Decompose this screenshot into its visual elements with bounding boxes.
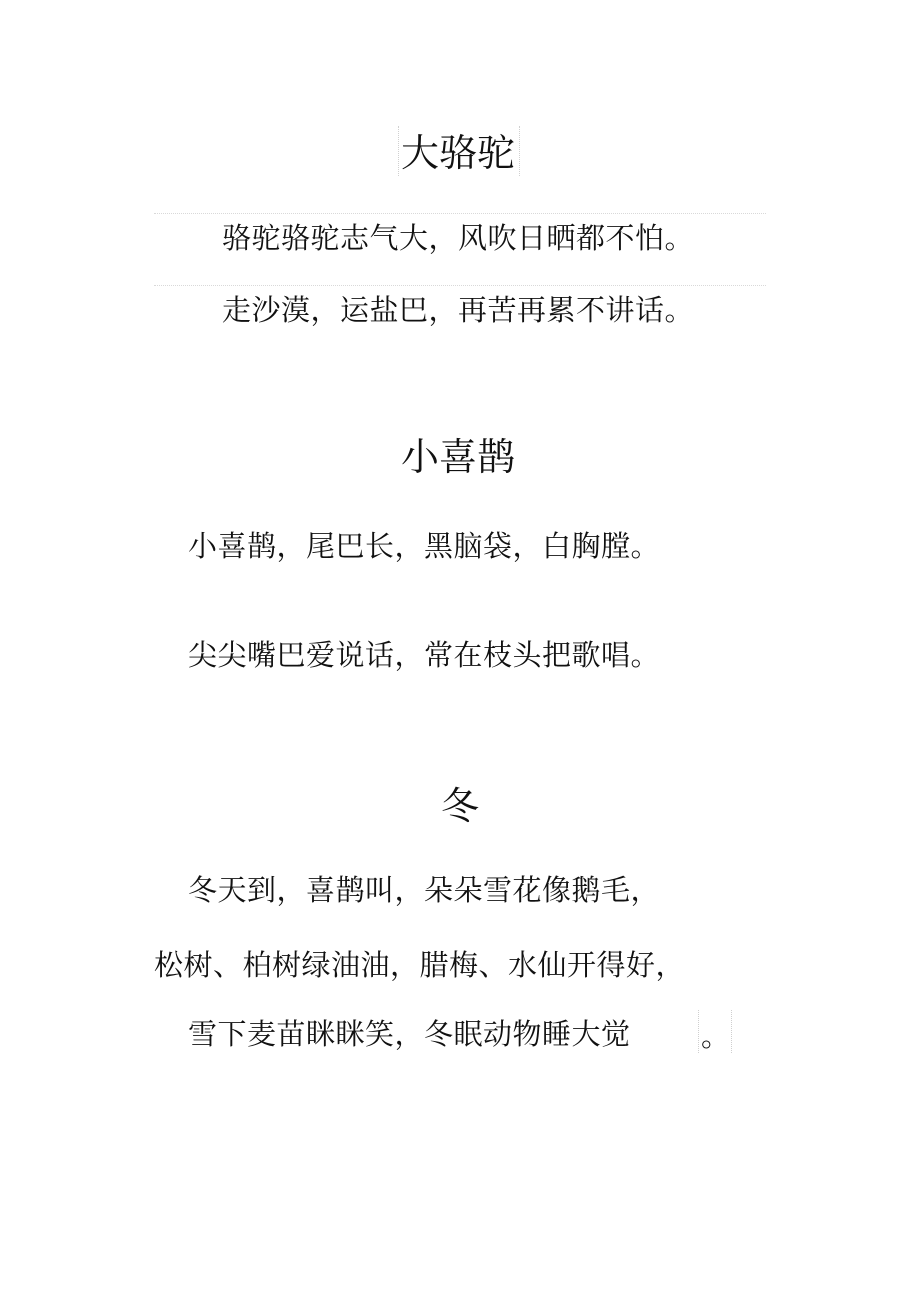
poem-line: 骆驼骆驼志气大，风吹日晒都不怕。 [222, 221, 695, 255]
poem-line: 冬天到，喜鹊叫，朵朵雪花像鹅毛， [188, 873, 661, 907]
poem-line: 松树、柏树绿油油，腊梅、水仙开得好， [154, 948, 686, 982]
guide-line [154, 285, 766, 286]
guide-line [698, 1010, 699, 1053]
poem-line: 雪下麦苗眯眯笑，冬眠动物睡大觉 [188, 1017, 631, 1051]
poem-title: 大骆驼 [401, 131, 516, 175]
poem-line: 走沙漠，运盐巴，再苦再累不讲话。 [222, 293, 695, 327]
poem-title: 冬 [441, 784, 480, 828]
poem-period: 。 [701, 1019, 731, 1053]
poem-line: 尖尖嘴巴爱说话，常在枝头把歌唱。 [188, 638, 661, 672]
guide-line [731, 1010, 732, 1053]
guide-line [154, 213, 766, 214]
poem-title: 小喜鹊 [401, 435, 516, 479]
poem-line: 小喜鹊，尾巴长，黑脑袋，白胸膛。 [188, 529, 661, 563]
